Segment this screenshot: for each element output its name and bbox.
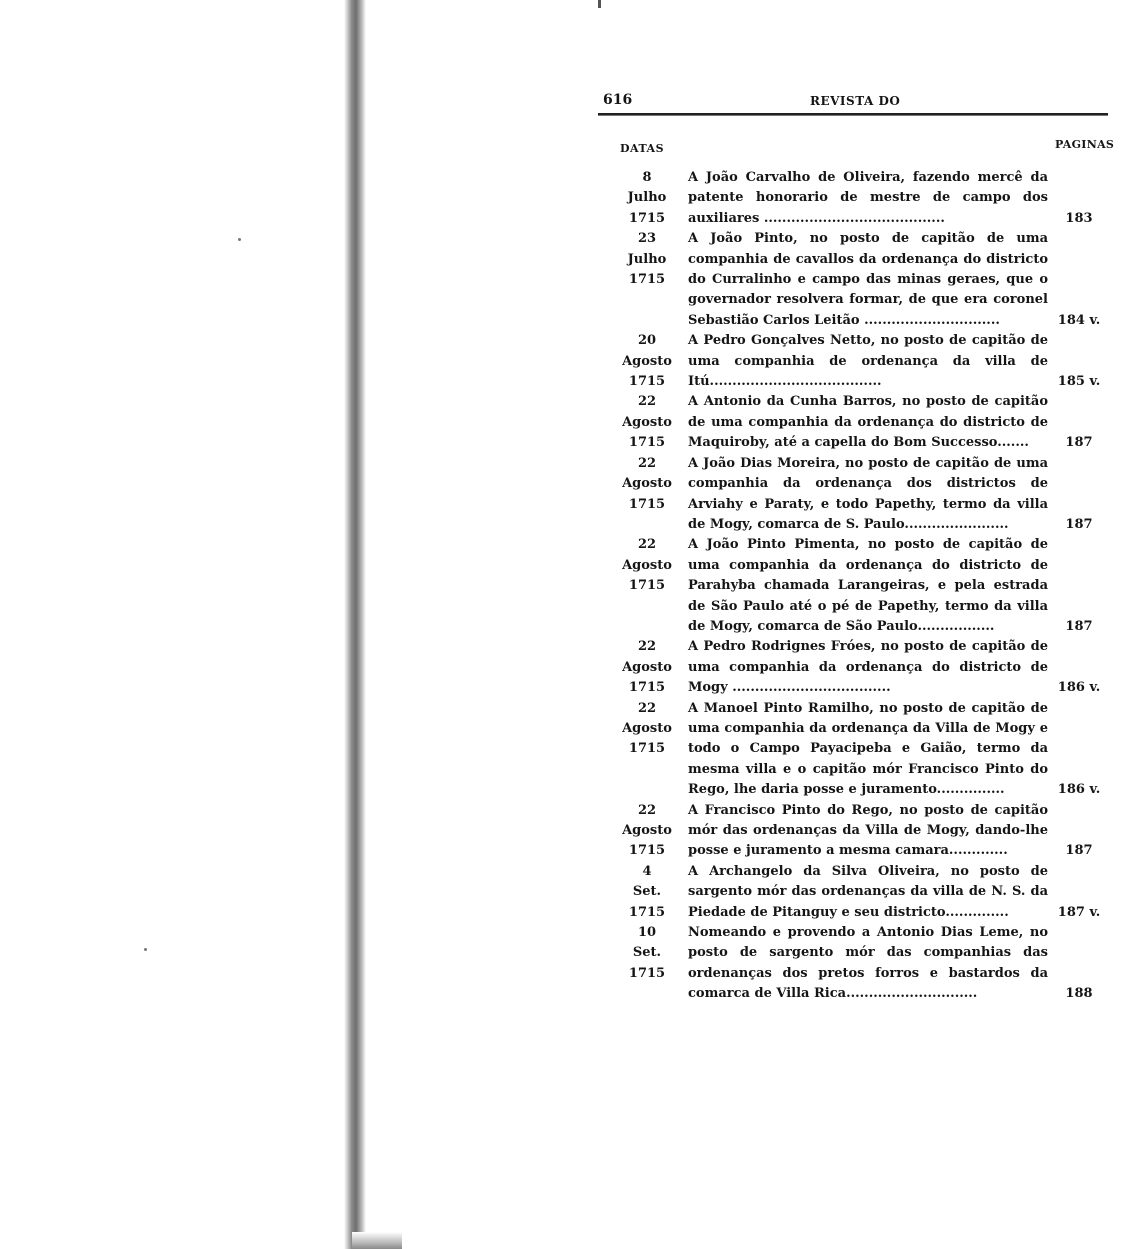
index-entry [612, 229, 1120, 331]
entry-text: A Archangelo da Silva Oliveira, no posto de sargento mór das ordenanças da villa de N. S. da Piedade de Pitanguy e seu districto.............. [688, 863, 1048, 920]
index-entry [612, 535, 1120, 637]
index-entry [612, 637, 1120, 698]
index-entry [612, 862, 1120, 923]
entry-year: 1715 [628, 210, 666, 226]
entry-year: 1715 [628, 843, 666, 859]
entry-day: 23 [637, 231, 657, 247]
entry-date [612, 699, 682, 760]
book-gutter-foot [352, 1232, 402, 1249]
entry-date [612, 168, 682, 229]
entry-day: 22 [637, 639, 657, 655]
entry-page: 187 [1065, 516, 1093, 532]
entry-day: 8 [642, 170, 652, 185]
entry-page: 185 v. [1057, 374, 1101, 390]
entry-text: A João Dias Moreira, no posto de capitão de uma companhia da ordenança dos districtos de Arviahy e Paraty, e todo Papethy, termo da villa de Mogy, comarca de S. Paulo....................... [688, 455, 1048, 532]
index-entry [612, 454, 1120, 536]
entry-page: 187 v. [1057, 904, 1101, 920]
running-head: REVISTA DO [810, 94, 901, 108]
entry-date [612, 392, 682, 453]
entry-month: Agosto [622, 557, 672, 573]
index-entries [612, 168, 1120, 1005]
entry-date [612, 229, 682, 290]
dates-column-heading: DATAS [620, 142, 665, 155]
index-entry [612, 168, 1120, 229]
entry-month: Agosto [622, 720, 672, 736]
entry-year: 1715 [628, 680, 666, 696]
entry-year: 1715 [628, 496, 666, 512]
entry-date [612, 923, 682, 984]
index-entry [612, 699, 1120, 801]
entry-day: 22 [637, 802, 657, 818]
pages-column-heading: PAGINAS [1055, 138, 1115, 151]
entry-month: Agosto [622, 823, 672, 838]
entry-year: 1715 [628, 272, 666, 288]
header-rule [598, 113, 1108, 116]
entry-month: Set. [632, 884, 662, 900]
entry-date [612, 862, 682, 923]
entry-date [612, 454, 682, 515]
entry-year: 1715 [628, 904, 666, 920]
top-margin-mark [598, 0, 601, 8]
entry-day: 20 [637, 333, 657, 349]
entry-month: Set. [632, 945, 662, 961]
entry-year: 1715 [628, 578, 666, 594]
entry-month: Agosto [622, 476, 672, 492]
paper-speck [144, 948, 147, 951]
entry-date [612, 637, 682, 698]
entry-page: 187 [1065, 435, 1093, 451]
entry-page: 184 v. [1057, 312, 1101, 328]
entry-text: A João Pinto, no posto de capitão de uma companhia de cavallos da ordenança do districto do Curralinho e campo das minas geraes, que o governador resolvera formar, de que era coronel Sebastião Carlos Leitão .............................. [688, 231, 1048, 328]
entry-text: A João Carvalho de Oliveira, fazendo mercê da patente honorario de mestre de campo dos auxiliares ........................................ [688, 170, 1048, 226]
entry-page: 187 [1065, 843, 1093, 859]
entry-year: 1715 [628, 741, 666, 757]
entry-day: 10 [637, 925, 657, 941]
entry-month: Julho [627, 251, 667, 267]
entry-text: A Francisco Pinto do Rego, no posto de capitão mór das ordenanças da Villa de Mogy, dando-lhe posse e juramento a mesma camara............. [688, 802, 1048, 859]
entry-month: Agosto [622, 659, 672, 675]
entry-date [612, 801, 682, 862]
entry-text: A Antonio da Cunha Barros, no posto de capitão de uma companhia da ordenança do districto de Maquiroby, até a capella do Bom Successo....... [688, 394, 1048, 451]
entry-day: 4 [642, 863, 652, 879]
entry-text: A Pedro Rodrignes Fróes, no posto de capitão de uma companhia da ordenança do districto de Mogy ................................... [688, 639, 1048, 696]
entry-date [612, 535, 682, 596]
entry-page: 188 [1065, 986, 1093, 1002]
entry-text: A Manoel Pinto Ramilho, no posto de capitão de uma companhia da ordenança da Villa de Mogy e todo o Campo Payacipeba e Gaião, termo da mesma villa e o capitão mór Francisco Pinto do Rego, lhe daria posse e juramento............... [688, 700, 1048, 798]
entry-day: 22 [637, 537, 657, 553]
index-entry [612, 923, 1120, 1005]
entry-page: 183 [1065, 210, 1093, 226]
page-number: 616 [603, 92, 633, 108]
entry-month: Agosto [622, 414, 672, 430]
book-gutter-shadow [344, 0, 366, 1249]
index-entry [612, 392, 1120, 453]
entry-text: A João Pinto Pimenta, no posto de capitão de uma companhia da ordenança do districto de Parahyba chamada Larangeiras, e pela estrada de São Paulo até o pé de Papethy, termo da villa de Mogy, comarca de São Paulo................. [688, 537, 1048, 634]
entry-year: 1715 [628, 435, 666, 451]
entry-page: 187 [1065, 618, 1093, 634]
entry-page: 186 v. [1057, 680, 1101, 696]
entry-year: 1715 [628, 374, 666, 390]
entry-date [612, 331, 682, 392]
entry-day: 22 [637, 700, 657, 716]
entry-month: Agosto [622, 353, 672, 369]
entry-year: 1715 [628, 965, 666, 981]
index-entry [612, 331, 1120, 392]
entry-page: 186 v. [1057, 782, 1101, 798]
entry-day: 22 [637, 394, 657, 410]
entry-text: Nomeando e provendo a Antonio Dias Leme, no posto de sargento mór das companhias das ordenanças dos pretos forros e bastardos da comarca de Villa Rica............................. [688, 925, 1048, 1002]
entry-day: 22 [637, 455, 657, 471]
entry-month: Julho [627, 190, 667, 206]
index-entry [612, 801, 1120, 862]
entry-text: A Pedro Gonçalves Netto, no posto de capitão de uma companhia de ordenança da villa de Itú...................................... [688, 333, 1048, 390]
paper-speck [238, 238, 241, 241]
